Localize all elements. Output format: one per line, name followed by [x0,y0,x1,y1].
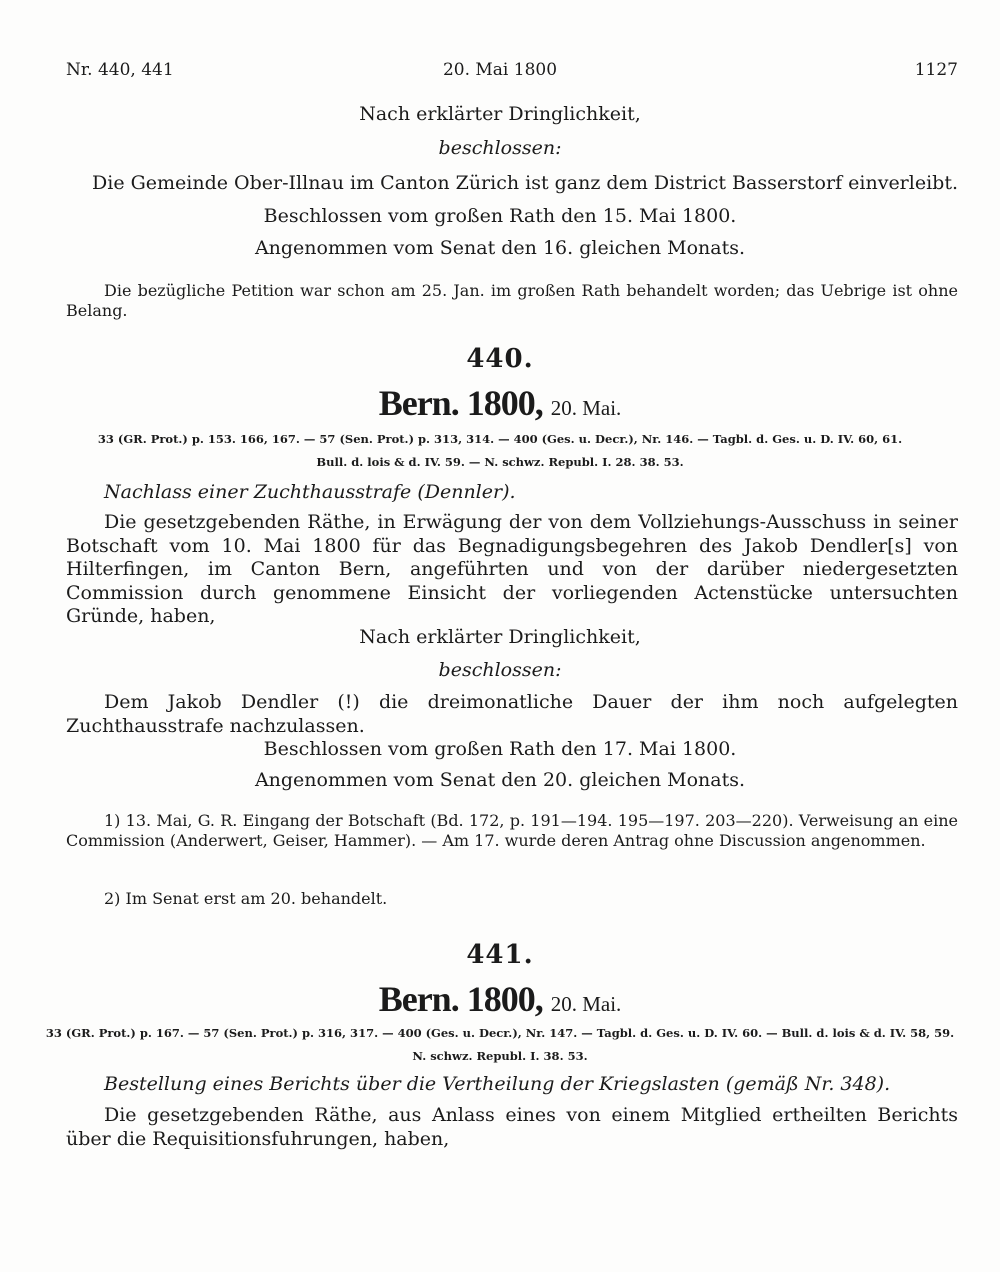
top-resolved: beschlossen: [438,137,562,159]
entry-441-place: Bern. [378,979,459,1019]
entry-440-footnote-2: 2) Im Senat erst am 20. behandelt. [104,889,388,908]
entry-440-number: 440. [466,344,534,374]
entry-440-title: Nachlass einer Zuchthausstrafe (Dennler). [104,481,516,503]
entry-440-resolved: beschlossen: [438,659,562,681]
header-date: 20. Mai 1800 [442,60,558,80]
header-entry-range: Nr. 440, 441 [66,60,174,80]
entry-440-footnote-1: 1) 13. Mai, G. R. Eingang der Botschaft (Bd. 172, p. 191—194. 195—197. 203—220). Verweisung an eine Commission (Anderwert, Geiser, Hammer). — Am 17. wurde deren Antrag ohne Discussion angenommen. [66,811,958,850]
entry-440-date: 20. Mai. [550,396,622,420]
entry-441-number: 441. [466,940,534,970]
entry-440-senate: Angenommen vom Senat den 20. gleichen Monats. [254,769,746,791]
entry-441-heading [0,978,1000,1020]
top-senate: Angenommen vom Senat den 16. gleichen Monats. [254,237,746,259]
top-grand-council: Beschlossen vom großen Rath den 15. Mai 1800. [263,205,737,227]
entry-440-grand-council: Beschlossen vom großen Rath den 17. Mai 1800. [263,738,737,760]
entry-441-sources-2: N. schwz. Republ. I. 38. 53. [412,1049,588,1063]
entry-440-heading [0,382,1000,424]
entry-440-text: Die gesetzgebenden Räthe, in Erwägung der von dem Vollziehungs-Ausschuss in seiner Botschaft vom 10. Mai 1800 für das Begnadigungsbegehren des Jakob Dendler[s] von Hilterfingen, im Canton Bern, angeführten und von der darüber niedergesetzten Commission durch genommene Einsicht der vorliegenden Actenstücke untersuchten Gründe, haben, [66,511,958,627]
entry-440-place: Bern. [378,383,459,423]
header-page-number: 1127 [914,60,958,80]
entry-441-text: Die gesetzgebenden Räthe, aus Anlass eines von einem Mitglied ertheilten Berichts über die Requisitionsfuhrungen, haben, [66,1104,958,1150]
entry-441-year: 1800, [466,979,543,1019]
entry-440-sources-1: 33 (GR. Prot.) p. 153. 166, 167. — 57 (Sen. Prot.) p. 313, 314. — 400 (Ges. u. Decr.), Nr. 146. — Tagbl. d. Ges. u. D. IV. 60, 61. [97,432,903,446]
top-urgency: Nach erklärter Dringlichkeit, [359,103,641,125]
top-decree: Die Gemeinde Ober-Illnau im Canton Zürich ist ganz dem District Basserstorf einverleibt. [92,172,958,194]
entry-440-urgency: Nach erklärter Dringlichkeit, [359,626,641,648]
entry-441-date: 20. Mai. [550,992,622,1016]
entry-441-title: Bestellung eines Berichts über die Vertheilung der Kriegslasten (gemäß Nr. 348). [104,1073,891,1095]
top-note: Die bezügliche Petition war schon am 25. Jan. im großen Rath behandelt worden; das Uebrige ist ohne Belang. [66,281,958,320]
entry-440-decree: Dem Jakob Dendler (!) die dreimonatliche Dauer der ihm noch aufgelegten Zuchthausstrafe nachzulassen. [66,691,958,737]
entry-441-sources-1: 33 (GR. Prot.) p. 167. — 57 (Sen. Prot.) p. 316, 317. — 400 (Ges. u. Decr.), Nr. 147. — Tagbl. d. Ges. u. D. IV. 60. — Bull. d. lois & d. IV. 58, 59. [45,1026,955,1040]
entry-440-year: 1800, [466,383,543,423]
entry-440-sources-2: Bull. d. lois & d. IV. 59. — N. schwz. Republ. I. 28. 38. 53. [316,455,684,469]
